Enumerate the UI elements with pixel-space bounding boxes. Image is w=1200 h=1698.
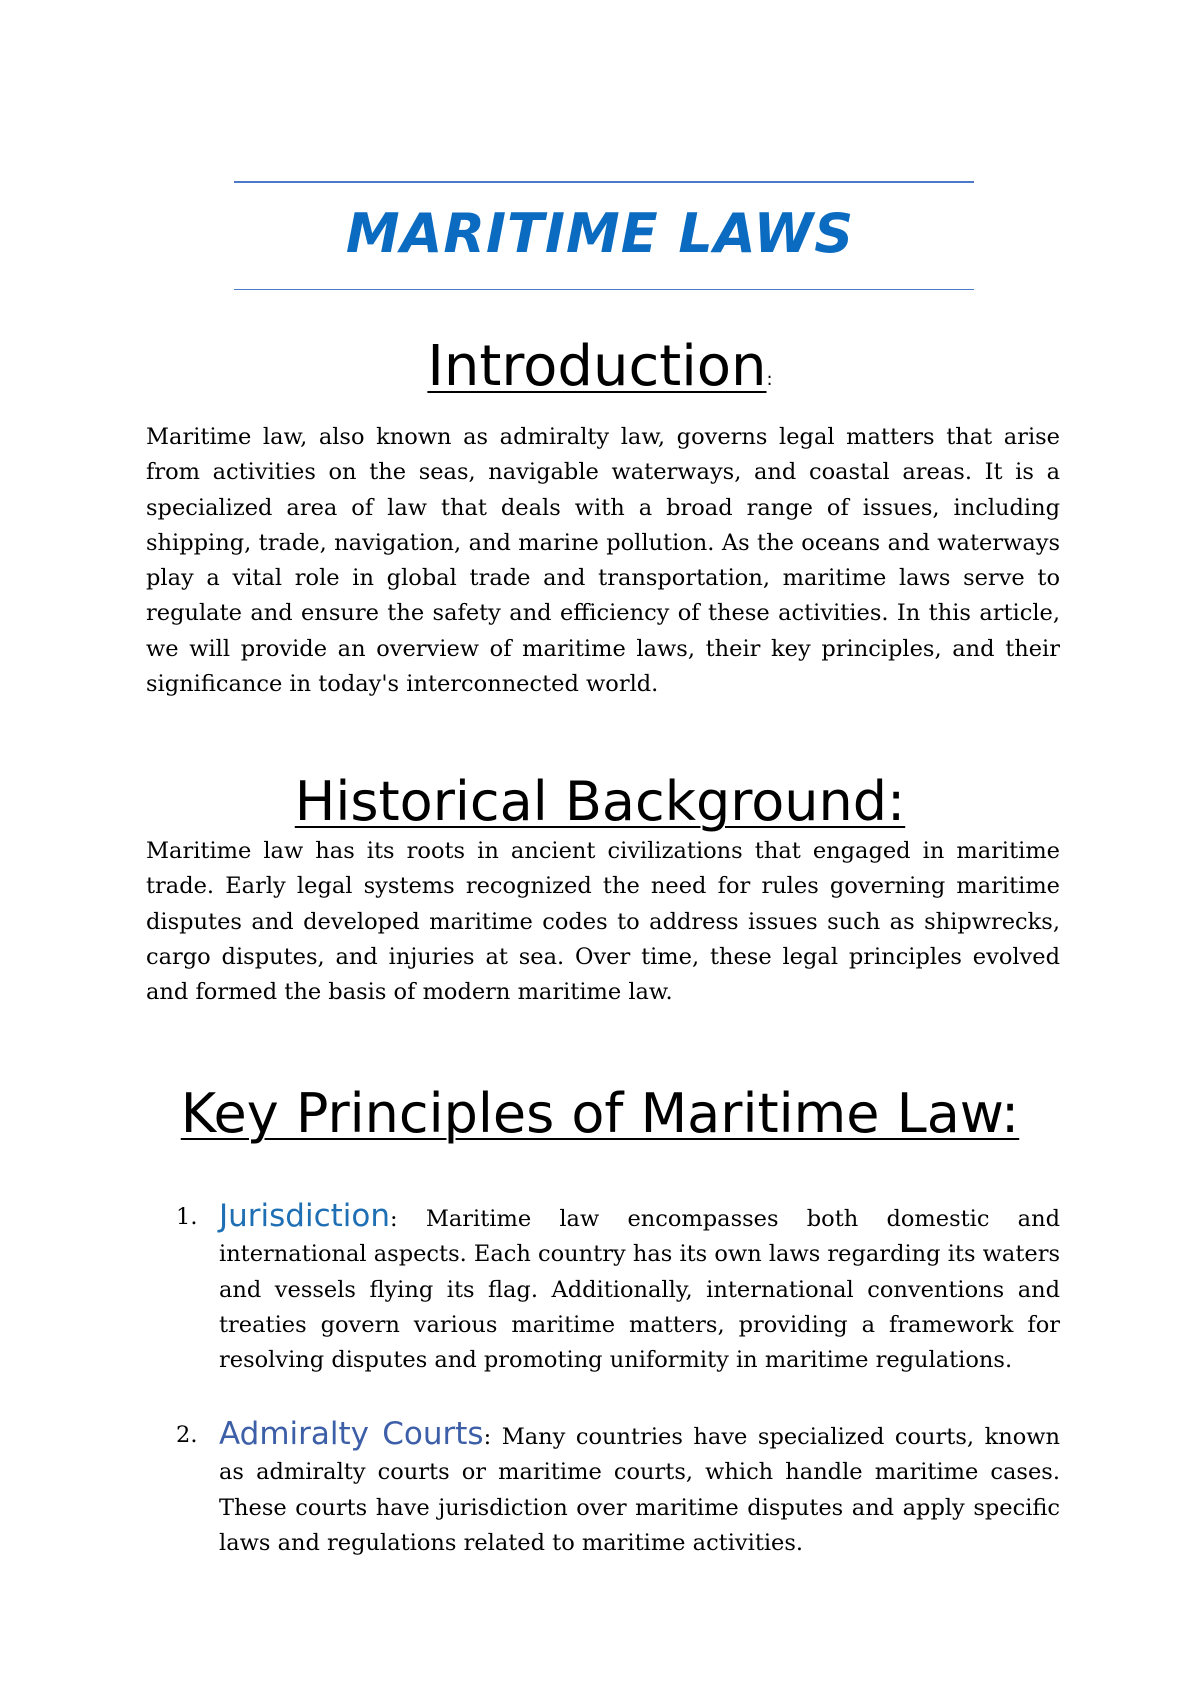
historical-paragraph: Maritime law has its roots in ancient civilizations that engaged in maritime trade. Early legal systems recognized the need for rules governing maritime disputes and developed maritime codes to address issues such as shipwrecks, cargo disputes, and injuries at sea. Over time, these legal principles evolved and formed the basis of modern maritime law. xyxy=(146,838,1060,1006)
list-item xyxy=(146,1417,1060,1561)
list-item-number: 1. xyxy=(176,1204,198,1230)
list-item-term: Jurisdiction xyxy=(219,1198,391,1234)
list-item-text: Maritime law encompasses both domestic and international aspects. Each country has its own laws regarding its waters and vessels flying its flag. Additionally, international conventions and treaties govern various maritime matters, providing a framework for resolving disputes and promoting uniformity in maritime regulations. xyxy=(219,1206,1060,1374)
introduction-paragraph: Maritime law, also known as admiralty law, governs legal matters that arise from activities on the seas, navigable waterways, and coastal areas. It is a specialized area of law that deals with a broad range of issues, including shipping, trade, navigation, and marine pollution. As the oceans and waterways play a vital role in global trade and transportation, maritime laws serve to regulate and ensure the safety and efficiency of these activities. In this article, we will provide an overview of maritime laws, their key principles, and their significance in today's interconnected world. xyxy=(146,424,1060,698)
introduction-heading xyxy=(0,330,1200,417)
title-top-rule xyxy=(234,181,974,183)
list-item-text: Many countries have specialized courts, known as admiralty courts or maritime courts, which handle maritime cases. These courts have jurisdiction over maritime disputes and apply specific laws and regulations related to maritime activities. xyxy=(219,1424,1060,1556)
list-item-body xyxy=(219,1417,1060,1561)
document-title: MARITIME LAWS xyxy=(345,202,855,265)
introduction-heading-colon: : xyxy=(766,369,773,390)
list-item-number: 2. xyxy=(176,1422,198,1448)
title-bottom-rule xyxy=(234,289,974,290)
principles-heading-text: Key Principles of Maritime Law: xyxy=(180,1082,1020,1145)
list-item-separator: : xyxy=(483,1424,492,1450)
list-item xyxy=(146,1199,1060,1378)
list-item-term: Admiralty Courts xyxy=(219,1416,484,1452)
introduction-heading-text: Introduction xyxy=(427,334,767,399)
list-item-body xyxy=(219,1199,1060,1378)
historical-heading-text: Historical Background: xyxy=(294,770,906,833)
list-item-separator: : xyxy=(390,1206,398,1232)
historical-heading xyxy=(0,766,1200,838)
principles-heading xyxy=(0,1078,1200,1150)
